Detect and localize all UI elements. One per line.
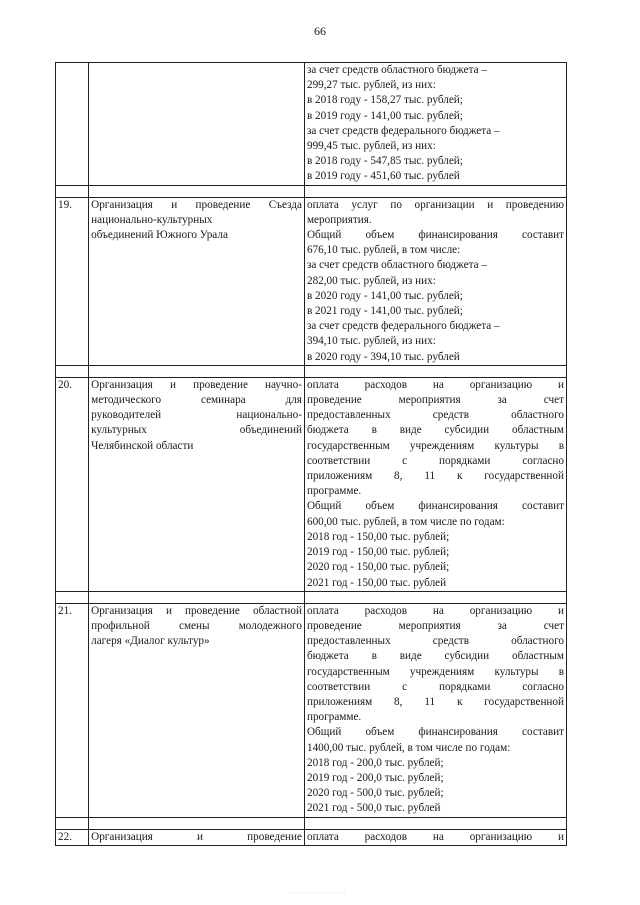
description-line: 2018 год - 150,00 тыс. рублей; [306,530,450,543]
description-line: 2019 год - 150,00 тыс. рублей; [306,546,450,559]
description-line: предоставленных средств областного [306,635,564,648]
description-line: в 2019 году - 141,00 тыс. рублей; [306,109,463,122]
name-line: профильной смены молодежного [91,619,302,632]
description-line: 299,27 тыс. рублей, из них: [306,79,436,92]
description-line: программе. [306,711,362,724]
description-line: бюджета в виде субсидии областным [306,424,564,437]
activity-name-cell [89,63,305,186]
activity-description-cell [304,829,566,845]
description-line: 282,00 тыс. рублей, из них: [306,274,436,287]
activity-description-cell [304,197,566,365]
description-line: соответствии с порядками согласно [306,680,564,693]
description-line: в 2021 году - 141,00 тыс. рублей; [306,305,463,318]
activity-description-cell [304,603,566,817]
row-number-cell: 19. [56,197,89,365]
description-line: 2021 год - 150,00 тыс. рублей [306,576,447,589]
description-line: в 2018 году - 547,85 тыс. рублей; [306,155,463,168]
description-line: 2021 год - 500,0 тыс. рублей [306,802,441,815]
description-line: проведение мероприятия за счет [306,394,564,407]
name-line: лагеря «Диалог культур» [91,635,210,648]
description-line: оплата услуг по организации и проведению [306,198,564,211]
row-spacer [56,817,567,829]
description-line: 2018 год - 200,0 тыс. рублей; [306,756,444,769]
scan-artifact-mark [288,890,348,896]
description-line: оплата расходов на организацию и [306,830,564,843]
description-line: 600,00 тыс. рублей, в том числе по годам: [306,515,505,528]
row-number-cell: 21. [56,603,89,817]
description-line: за счет средств федерального бюджета – [306,124,500,137]
row-spacer [56,591,567,603]
description-line: Общий объем финансирования составит [306,726,564,739]
row-number-cell: 22. [56,829,89,845]
description-line: мероприятия. [306,213,372,226]
description-line: в 2018 году - 158,27 тыс. рублей; [306,94,463,107]
description-line: 999,45 тыс. рублей, из них: [306,140,436,153]
activity-name-cell [89,197,305,365]
activity-name-cell [89,377,305,591]
description-line: государственным учреждениям культуры в [306,665,564,678]
table-row [56,197,567,365]
description-line: в 2019 году - 451,60 тыс. рублей [306,170,460,183]
name-line: культурных объединений [91,424,302,437]
description-line: бюджета в виде субсидии областным [306,650,564,663]
name-line: Организация и проведение научно- [91,378,302,391]
description-line: Общий объем финансирования составит [306,229,564,242]
name-line: Челябинской области [91,439,194,452]
name-line: методического семинара для [91,394,302,407]
activity-description-cell [304,63,566,186]
name-line: Организация и проведение областной [91,604,302,617]
name-line: Организация и проведение [91,830,302,843]
row-spacer [56,185,567,197]
description-line: в 2020 году - 141,00 тыс. рублей; [306,289,463,302]
description-line: 2020 год - 150,00 тыс. рублей; [306,561,450,574]
table-row [56,63,567,186]
description-line: 676,10 тыс. рублей, в том числе: [306,244,461,257]
description-line: 2020 год - 500,0 тыс. рублей; [306,787,444,800]
description-line: за счет средств федерального бюджета – [306,320,500,333]
activity-name-cell [89,829,305,845]
description-line: оплата расходов на организацию и [306,604,564,617]
table-row [56,829,567,845]
description-line: приложениям 8, 11 к государственной [306,695,564,708]
table-row [56,377,567,591]
table-row [56,603,567,817]
description-line: проведение мероприятия за счет [306,619,564,632]
description-line: предоставленных средств областного [306,409,564,422]
activity-name-cell [89,603,305,817]
description-line: приложениям 8, 11 к государственной [306,470,564,483]
description-line: в 2020 году - 394,10 тыс. рублей [306,350,460,363]
description-line: 2019 год - 200,0 тыс. рублей; [306,771,444,784]
description-line: государственным учреждениям культуры в [306,439,564,452]
program-activities-table [55,62,567,846]
description-line: за счет средств областного бюджета – [306,259,487,272]
description-line: 394,10 тыс. рублей, из них: [306,335,436,348]
page-number: 66 [314,24,326,38]
row-number-cell [56,63,89,186]
row-number-cell: 20. [56,377,89,591]
description-line: программе. [306,485,362,498]
activity-description-cell [304,377,566,591]
description-line: оплата расходов на организацию и [306,378,564,391]
row-spacer [56,365,567,377]
description-line: 1400,00 тыс. рублей, в том числе по годам: [306,741,511,754]
name-line: объединений Южного Урала [91,229,228,242]
description-line: за счет средств областного бюджета – [306,64,487,76]
name-line: национально-культурных [91,213,213,226]
name-line: руководителей национально- [91,409,302,422]
description-line: Общий объем финансирования составит [306,500,564,513]
name-line: Организация и проведение Съезда [91,198,302,211]
description-line: соответствии с порядками согласно [306,454,564,467]
